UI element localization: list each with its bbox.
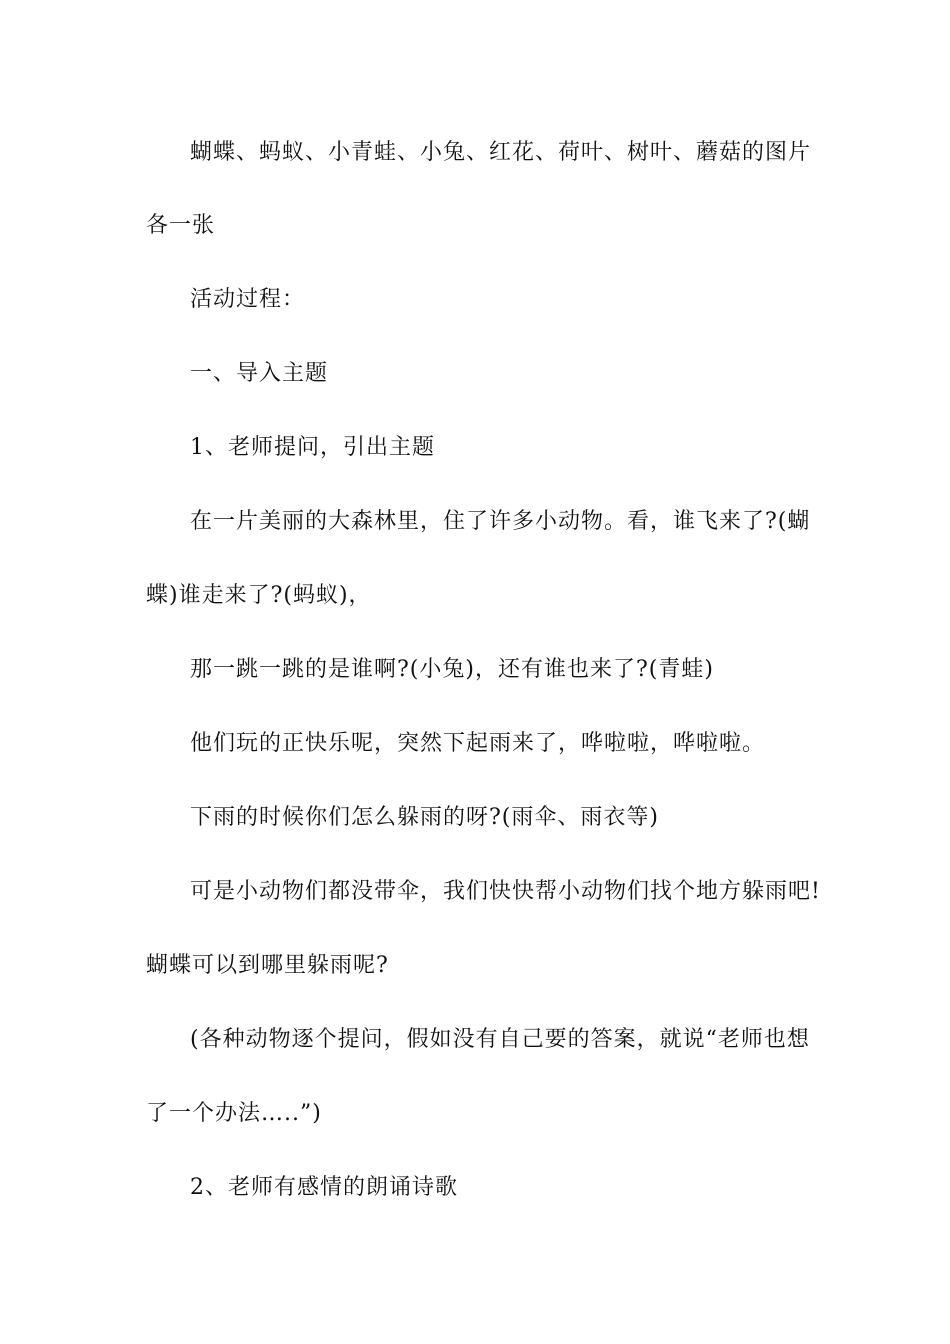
paragraph-line-continued: 蝶)谁走来了?(蚂蚁)，	[146, 583, 372, 608]
paragraph-line: (各种动物逐个提问，假如没有自己要的答案，就说“老师也想	[190, 1027, 810, 1052]
materials-line-continued: 各一张	[146, 213, 216, 238]
paragraph-line: 在一片美丽的大森林里，住了许多小动物。看，谁飞来了?(蝴	[190, 509, 811, 534]
section-heading-activity-process: 活动过程：	[190, 287, 306, 312]
step-2-heading: 2、老师有感情的朗诵诗歌	[190, 1175, 458, 1200]
paragraph-line-continued: 蝴蝶可以到哪里躲雨呢?	[146, 953, 389, 978]
step-1-heading: 1、老师提问，引出主题	[190, 435, 435, 460]
paragraph-line: 他们玩的正快乐呢，突然下起雨来了，哗啦啦，哗啦啦。	[190, 731, 766, 756]
materials-line: 蝴蝶、蚂蚁、小青蛙、小兔、红花、荷叶、树叶、蘑菇的图片	[190, 140, 812, 165]
paragraph-line: 可是小动物们都没带伞，我们快快帮小动物们找个地方躲雨吧!	[190, 879, 821, 904]
paragraph-line-continued: 了一个办法…..”)	[146, 1101, 322, 1126]
section-heading-intro: 一、导入主题	[190, 361, 329, 386]
paragraph-line: 那一跳一跳的是谁啊?(小兔)，还有谁也来了?(青蛙)	[190, 657, 714, 682]
paragraph-line: 下雨的时候你们怎么躲雨的呀?(雨伞、雨衣等)	[190, 805, 659, 830]
